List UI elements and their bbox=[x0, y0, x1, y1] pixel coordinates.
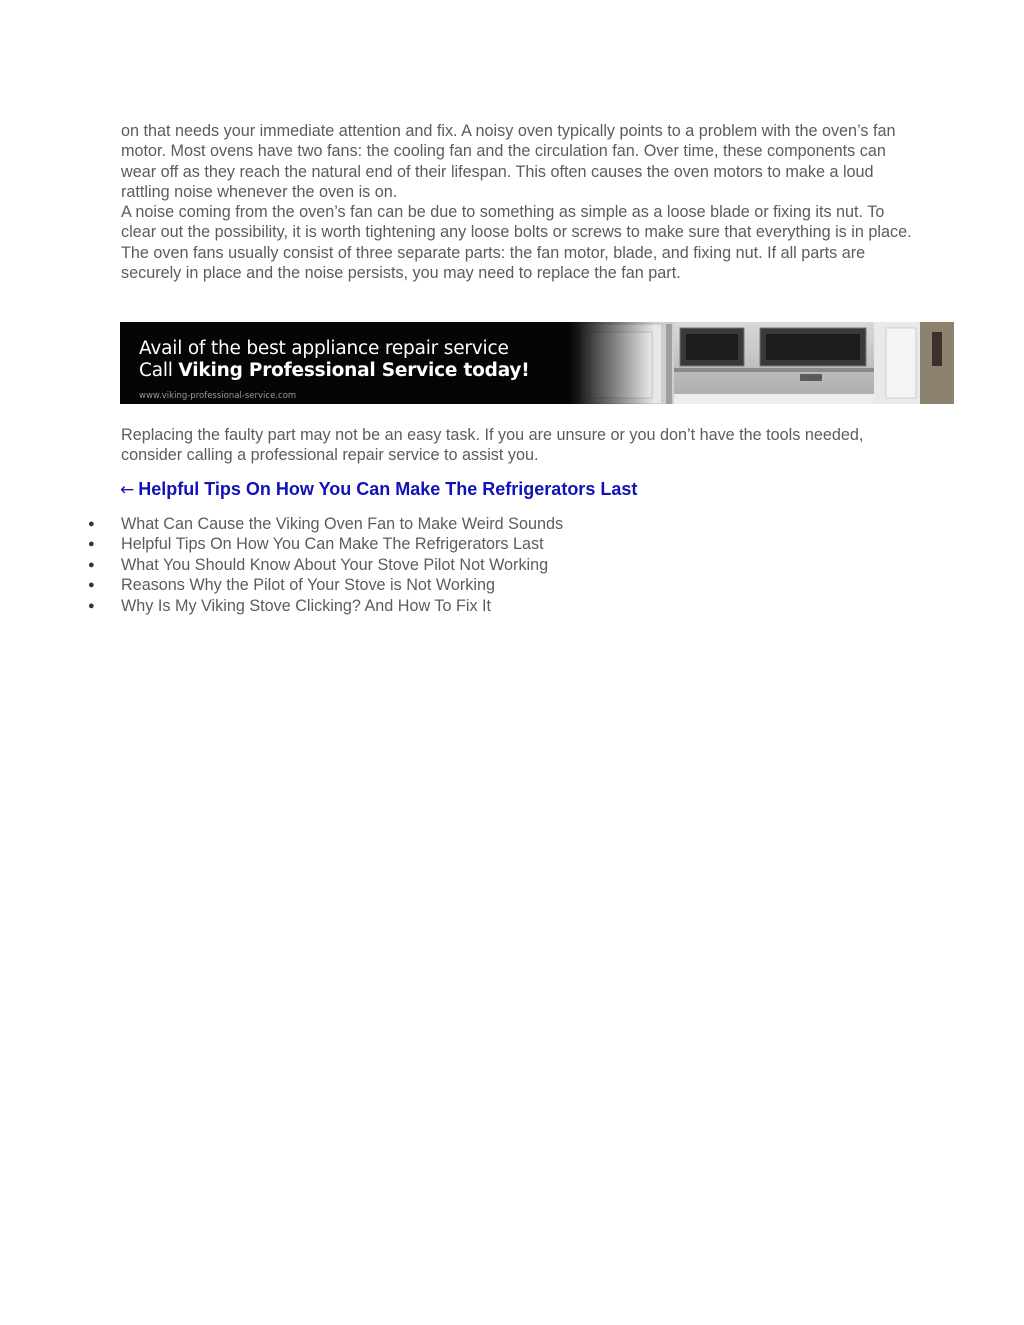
previous-post-link[interactable] bbox=[120, 478, 637, 501]
related-post-link[interactable]: Reasons Why the Pilot of Your Stove is Not Working bbox=[121, 576, 495, 595]
bullet-icon: ● bbox=[88, 579, 95, 592]
promo-banner[interactable] bbox=[120, 322, 954, 404]
article-paragraph-2: A noise coming from the oven’s fan can be due to something as simple as a loose blade or fixing its nut. To clear out the possibility, it is worth tightening any loose bolts or screws to make sure that everything is in place. The oven fans usually consist of three separate parts: the fan motor, blade, and fixing nut. If all parts are securely in place and the noise persists, you may need to replace the fan part. bbox=[121, 203, 912, 282]
related-post-link[interactable]: Helpful Tips On How You Can Make The Refrigerators Last bbox=[121, 535, 544, 554]
banner-line-2-suffix: today! bbox=[457, 360, 530, 381]
banner-line-2-prefix: Call bbox=[139, 360, 179, 381]
banner-url: www.viking-professional-service.com bbox=[139, 391, 297, 401]
bullet-icon: ● bbox=[88, 599, 95, 612]
article-paragraph-3: Replacing the faulty part may not be an easy task. If you are unsure or you don’t have the tools needed, consider calling a professional repair service to assist you. bbox=[121, 426, 864, 465]
related-post-link[interactable]: What Can Cause the Viking Oven Fan to Make Weird Sounds bbox=[121, 515, 564, 533]
bullet-icon: ● bbox=[88, 558, 95, 571]
banner-line-1: Avail of the best appliance repair service bbox=[139, 338, 509, 359]
banner-line-2 bbox=[139, 360, 530, 382]
bullet-icon: ● bbox=[88, 518, 95, 530]
bullet-icon: ● bbox=[88, 538, 95, 551]
banner-headline bbox=[139, 338, 530, 382]
article-paragraph-1: on that needs your immediate attention and fix. A noisy oven typically points to a problem with the oven’s fan motor. Most ovens have two fans: the cooling fan and the circulation fan. Over time, these components can wear off as they reach the natural end of their lifespan. This often causes the oven motors to make a loud rattling noise whenever the oven is on. bbox=[121, 122, 896, 201]
related-post-link[interactable]: Why Is My Viking Stove Clicking? And How To Fix It bbox=[121, 596, 492, 615]
related-post-link[interactable]: What You Should Know About Your Stove Pilot Not Working bbox=[121, 555, 549, 574]
appliance-photo bbox=[570, 322, 954, 404]
previous-post-label: Helpful Tips On How You Can Make The Refrigerators Last bbox=[138, 479, 638, 499]
banner-brand-name: Viking Professional Service bbox=[178, 360, 458, 381]
left-arrow-icon: ← bbox=[120, 480, 135, 500]
